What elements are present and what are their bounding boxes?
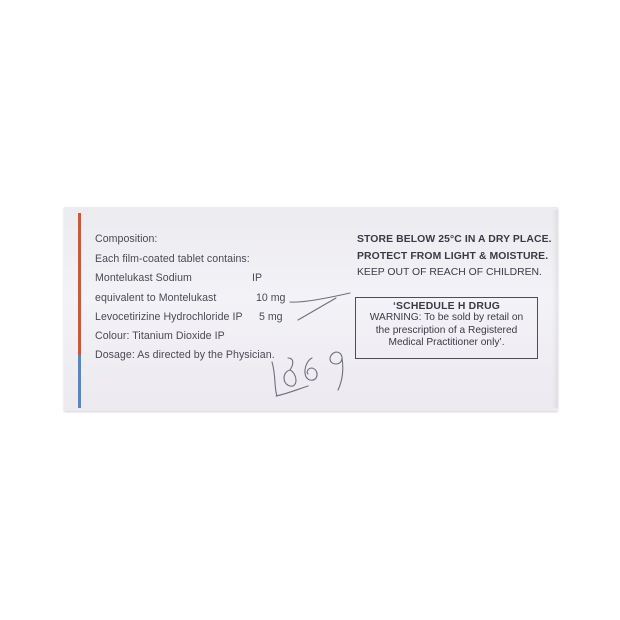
each-tablet-line: Each film-coated tablet contains: — [95, 253, 250, 265]
schedule-h-warning-box — [355, 297, 538, 359]
dosage-line: Dosage: As directed by the Physician. — [95, 349, 275, 361]
pencil-underline — [276, 386, 308, 396]
handwritten-mark — [268, 300, 378, 410]
pencil-stroke-eight — [284, 358, 296, 386]
schedule-warning-line-1: WARNING: To be sold by retail on — [369, 312, 524, 323]
ingredient-2-dose: 5 mg — [259, 311, 283, 323]
ingredient-1-equivalent: equivalent to Montelukast — [95, 292, 217, 304]
ingredient-1-grade: IP — [252, 272, 263, 284]
storage-children: KEEP OUT OF REACH OF CHILDREN. — [357, 267, 542, 278]
pencil-stroke-nine — [330, 352, 343, 390]
colour-line: Colour: Titanium Dioxide IP — [95, 330, 225, 342]
storage-protect: PROTECT FROM LIGHT & MOISTURE. — [357, 251, 549, 262]
schedule-title: ‘SCHEDULE H DRUG — [392, 301, 501, 312]
ingredient-1-dose: 10 mg — [256, 292, 286, 304]
schedule-warning-line-3: Medical Practitioner only’. — [388, 337, 505, 348]
carton-blue-stripe — [78, 355, 81, 408]
ingredient-2-name: Levocetirizine Hydrochloride IP — [95, 311, 243, 323]
ingredient-1-name: Montelukast Sodium — [95, 272, 192, 284]
carton-edge-shadow — [552, 210, 558, 408]
storage-temperature: STORE BELOW 25°C IN A DRY PLACE. — [357, 234, 552, 245]
composition-heading: Composition: — [95, 233, 158, 245]
pencil-stroke-six — [305, 358, 317, 380]
pencil-stroke-one — [272, 362, 277, 396]
schedule-warning-line-2: the prescription of a Registered — [375, 324, 518, 336]
